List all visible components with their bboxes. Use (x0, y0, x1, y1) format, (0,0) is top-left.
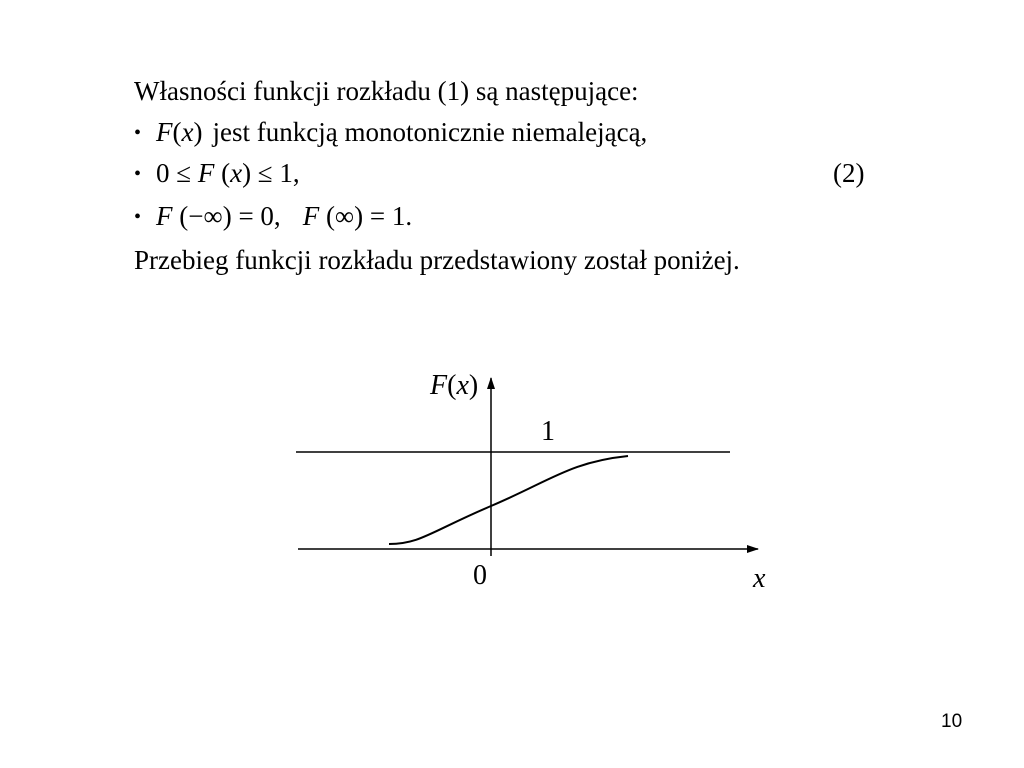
bullet: • (134, 206, 142, 228)
bounds-lower: 0 ≤ (156, 158, 198, 188)
variable-symbol: x (181, 117, 194, 147)
origin-label: 0 (473, 560, 487, 591)
page-number: 10 (941, 711, 963, 732)
function-symbol: F (302, 201, 320, 231)
bullet: • (134, 163, 142, 185)
function-symbol: F (197, 158, 215, 188)
cdf-curve (389, 456, 628, 544)
intro-text: Własności funkcji rozkładu (1) są następujące: (134, 76, 639, 106)
y-axis-label: F(x) (430, 370, 479, 401)
paren-open: ( (172, 117, 182, 147)
function-symbol: F (156, 201, 173, 231)
property-text: jest funkcją monotonicznie niemalejącą, (212, 117, 648, 147)
variable-symbol: x (230, 158, 243, 188)
limit-minus-infinity: (−∞) = 0, (172, 201, 281, 231)
paren-close: ) (193, 117, 203, 147)
paren-open: ( (214, 158, 231, 188)
outro-text: Przebieg funkcji rozkładu przedstawiony został poniżej. (134, 245, 740, 275)
equation-number: (2) (833, 158, 865, 188)
asymptote-label: 1 (541, 416, 555, 447)
limit-plus-infinity: (∞) = 1. (319, 201, 413, 231)
bounds-upper: ) ≤ 1, (242, 158, 300, 188)
bullet: • (134, 122, 142, 144)
x-axis-label: x (753, 563, 766, 594)
function-symbol: F (156, 117, 173, 147)
